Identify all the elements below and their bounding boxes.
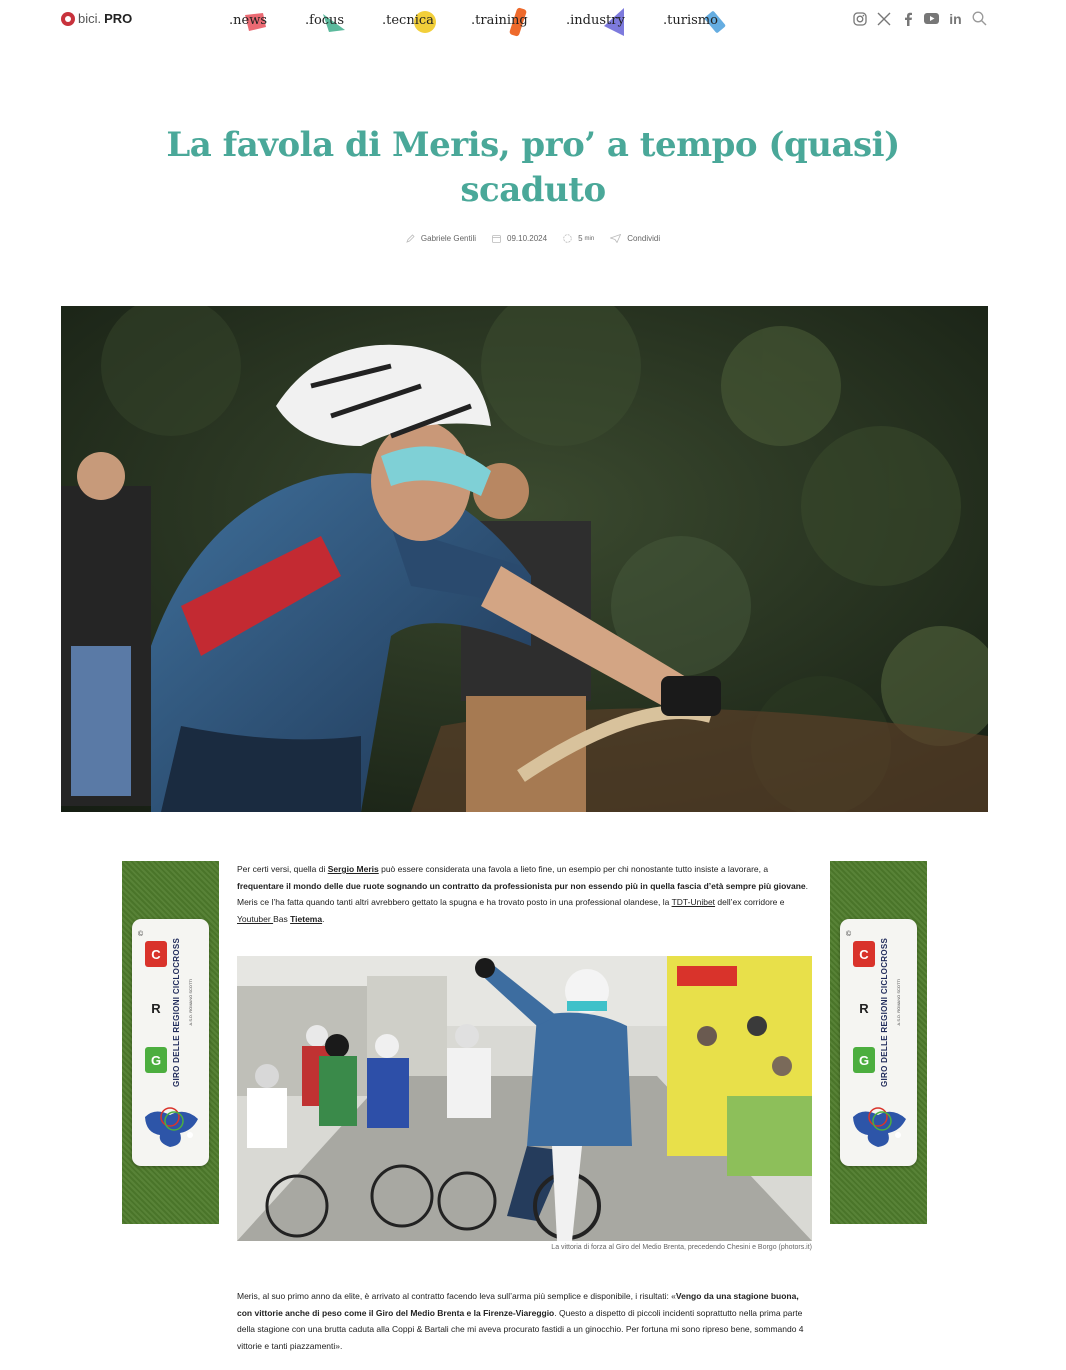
instagram-icon[interactable] [852, 11, 867, 26]
italy-map-icon [140, 1097, 202, 1149]
ad-letter-c: C [145, 941, 167, 967]
ad-letter-c: C [853, 941, 875, 967]
main-nav [229, 10, 743, 32]
read-time-unit: min [584, 235, 595, 242]
ad-letter-r: R [859, 1000, 869, 1016]
ad-card [840, 919, 917, 1166]
date-meta [492, 234, 547, 243]
link-tdt-unibet[interactable]: TDT-Unibet [671, 897, 716, 907]
ad-letter-g: G [853, 1047, 875, 1073]
link-tietema[interactable]: Tietema [290, 913, 323, 924]
ad-headline: GIRO DELLE REGIONI CICLOCROSS [172, 937, 181, 1087]
facebook-icon[interactable] [900, 11, 915, 26]
nav-item-industry[interactable]: .industry [566, 10, 663, 32]
logo-mark-icon [61, 12, 75, 26]
site-header [0, 0, 1066, 40]
site-logo[interactable] [61, 11, 132, 26]
ad-card [132, 919, 209, 1166]
italy-map-icon [848, 1097, 910, 1149]
logo-suffix: PRO [104, 11, 133, 26]
calendar-icon [492, 234, 501, 243]
nav-item-focus[interactable]: .focus [305, 10, 382, 32]
side-ad-right[interactable] [830, 861, 927, 1224]
ad-copyright: © [846, 931, 852, 938]
share-meta[interactable] [610, 234, 660, 243]
nav-item-tecnica[interactable]: .tecnica [382, 10, 471, 32]
clock-icon [563, 234, 572, 243]
article-paragraph-1: Per certi versi, quella di Sergio Meris può essere considerata una favola a lieto fine, un esempio per chi nonostante tutto insiste a lavorare, a frequentare il mondo delle due ruote sognando un contratto da professionista pur non essendo più in quella fascia d’età sempre più giovane. Meris ce l’ha fatta quando tanti altri avrebbero gettato la spugna e ha trovato posto in una professional olandese, la TDT-Unibet dell’ex corridore e Youtuber Bas Tietema. [237, 864, 809, 924]
share-icon [610, 234, 621, 243]
link-sergio-meris[interactable]: Sergio Meris [327, 864, 379, 874]
nav-item-training[interactable]: .training [471, 10, 566, 32]
ad-copyright: © [138, 931, 144, 938]
hero-photo [61, 306, 988, 812]
nav-item-turismo[interactable]: .turismo [663, 10, 743, 32]
ad-subline: A.S.D. ROMANO SCOTTI [896, 979, 901, 1026]
nav-item-news[interactable]: .news [229, 10, 305, 32]
x-icon[interactable] [876, 11, 891, 26]
photo-caption: La vittoria di forza al Giro del Medio Brenta, precedendo Chesini e Borgo (photors.it) [551, 1244, 812, 1251]
article-title: La favola di Meris, pro’ a tempo (quasi) scaduto [166, 125, 900, 210]
social-links [852, 11, 987, 26]
ad-subline: A.S.D. ROMANO SCOTTI [188, 979, 193, 1026]
pencil-icon [406, 234, 415, 243]
search-icon[interactable] [972, 11, 987, 26]
author-meta[interactable] [406, 234, 476, 243]
article-paragraph-2: Meris, al suo primo anno da elite, è arrivato al contratto facendo leva sull’arma più semplice e disponibile, i risultati: «Vengo da una stagione buona, con vittorie anche di peso come il Giro del Medio Brenta e la Firenze-Viareggio. Questo a dispetto di piccoli incidenti soprattutto nella prima parte della stagione con una brutta caduta alla Coppi & Bartali che mi aveva procurato fastidi a un ginocchio. Per fortuna mi sono ripreso bene, sommando 4 vittorie e tanti piazzamenti». [237, 1291, 804, 1351]
link-youtuber[interactable]: Youtuber [237, 913, 274, 924]
article-meta [0, 234, 1066, 243]
side-ad-left[interactable] [122, 861, 219, 1224]
author-name: Gabriele Gentili [420, 234, 477, 243]
logo-prefix: bici. [78, 11, 102, 26]
ad-letter-g: G [145, 1047, 167, 1073]
race-finish-photo [237, 956, 812, 1241]
publish-date: 09.10.2024 [507, 234, 548, 243]
share-label: Condividi [627, 234, 661, 243]
linkedin-icon[interactable]: in [949, 10, 962, 27]
ad-letter-r: R [151, 1000, 161, 1016]
youtube-icon[interactable] [924, 11, 939, 26]
read-time-number: 5 [578, 234, 583, 243]
ad-headline: GIRO DELLE REGIONI CICLOCROSS [880, 937, 889, 1087]
read-time-meta [563, 234, 594, 243]
